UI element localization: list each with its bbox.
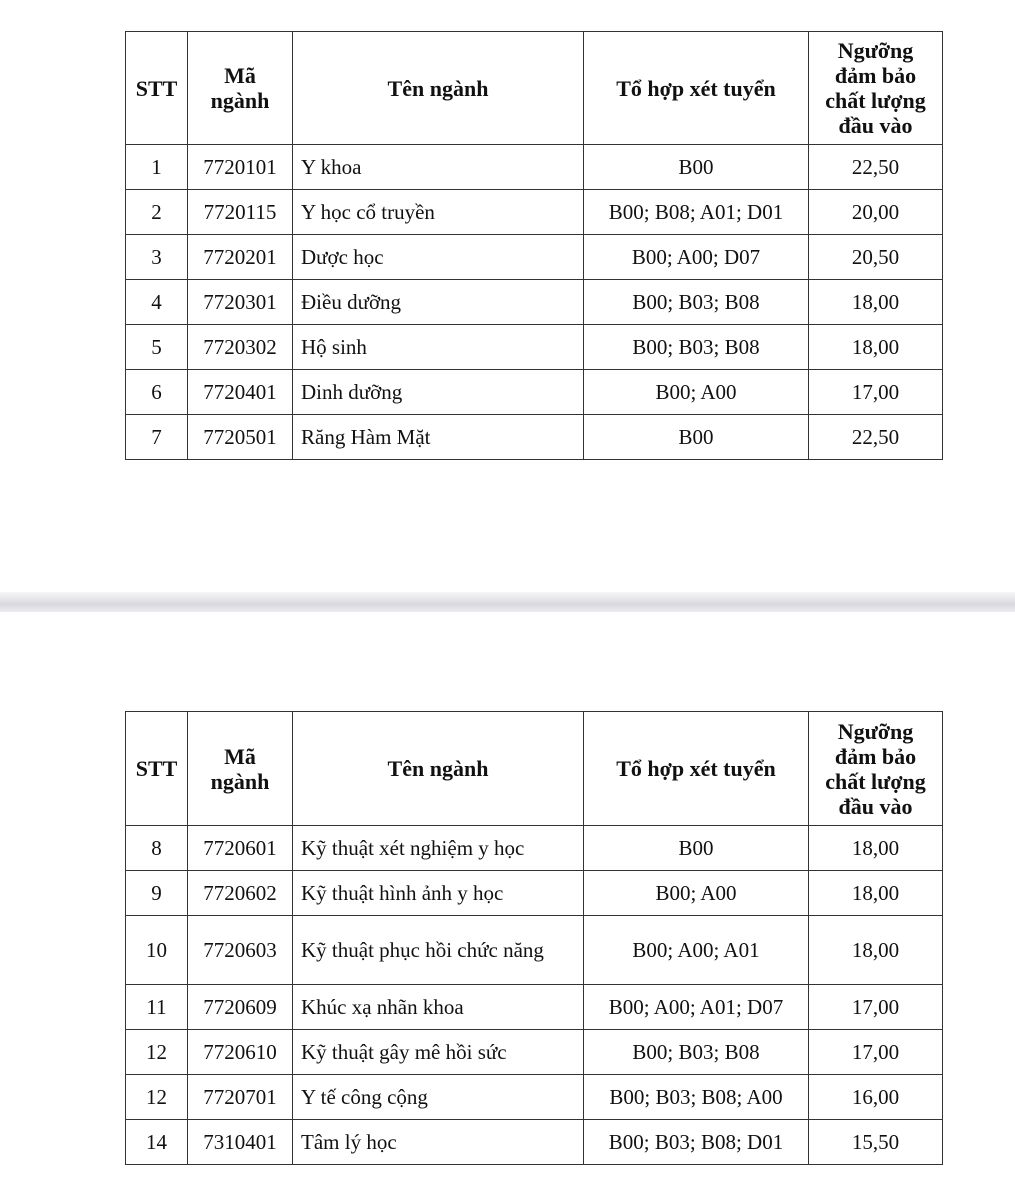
- table-row: [126, 1120, 943, 1165]
- table-row: [126, 325, 943, 370]
- cell-stt: 3: [126, 235, 188, 280]
- header-score-line: Ngưỡng: [837, 38, 914, 63]
- cell-stt: 7: [126, 415, 188, 460]
- cell-stt: 11: [126, 985, 188, 1030]
- cell-score: 22,50: [809, 415, 943, 460]
- header-code: [188, 32, 293, 145]
- header-code-line: Mã: [224, 63, 256, 88]
- cell-code: 7720301: [188, 280, 293, 325]
- cell-code: 7720115: [188, 190, 293, 235]
- cell-combo: B00; B08; A01; D01: [584, 190, 809, 235]
- cell-name: Kỹ thuật gây mê hồi sức: [293, 1030, 584, 1075]
- cell-combo: B00; B03; B08; D01: [584, 1120, 809, 1165]
- header-code-line: ngành: [210, 88, 270, 113]
- header-code-line: Mã: [224, 743, 256, 769]
- header-row: [126, 32, 943, 145]
- cell-combo: B00: [584, 826, 809, 871]
- cell-name: Y khoa: [293, 145, 584, 190]
- cell-score: 17,00: [809, 985, 943, 1030]
- cell-stt: 8: [126, 826, 188, 871]
- cell-score: 17,00: [809, 1030, 943, 1075]
- cell-combo: B00; B03; B08: [584, 325, 809, 370]
- cell-score: 18,00: [809, 826, 943, 871]
- table-row: [126, 190, 943, 235]
- table-row: [126, 916, 943, 985]
- admission-table-1: [125, 31, 943, 460]
- cell-code: 7720601: [188, 826, 293, 871]
- cell-code: 7720302: [188, 325, 293, 370]
- cell-name: Tâm lý học: [293, 1120, 584, 1165]
- header-combo: Tổ hợp xét tuyển: [584, 32, 809, 145]
- header-stt: STT: [126, 32, 188, 145]
- cell-combo: B00; A00; D07: [584, 235, 809, 280]
- table-row: [126, 985, 943, 1030]
- cell-name: Kỹ thuật xét nghiệm y học: [293, 826, 584, 871]
- table-row: [126, 1075, 943, 1120]
- cell-score: 16,00: [809, 1075, 943, 1120]
- header-score-line: đảm bảo: [834, 743, 917, 769]
- cell-score: 15,50: [809, 1120, 943, 1165]
- table-row: [126, 280, 943, 325]
- cell-code: 7720602: [188, 871, 293, 916]
- cell-code: 7720401: [188, 370, 293, 415]
- cell-code: 7720101: [188, 145, 293, 190]
- cell-score: 22,50: [809, 145, 943, 190]
- cell-score: 20,00: [809, 190, 943, 235]
- cell-name: Dinh dưỡng: [293, 370, 584, 415]
- cell-name: Răng Hàm Mặt: [293, 415, 584, 460]
- cell-score: 17,00: [809, 370, 943, 415]
- cell-combo: B00: [584, 145, 809, 190]
- cell-name: Kỹ thuật hình ảnh y học: [293, 871, 584, 916]
- header-stt: STT: [126, 712, 188, 826]
- table-row: [126, 415, 943, 460]
- cell-name: Y tế công cộng: [293, 1075, 584, 1120]
- cell-stt: 14: [126, 1120, 188, 1165]
- header-score-line: Ngưỡng: [837, 718, 914, 744]
- cell-score: 18,00: [809, 325, 943, 370]
- cell-code: 7720201: [188, 235, 293, 280]
- header-combo: Tổ hợp xét tuyển: [584, 712, 809, 826]
- cell-combo: B00; B03; B08: [584, 280, 809, 325]
- header-score-line: đảm bảo: [834, 63, 917, 88]
- cell-score: 18,00: [809, 871, 943, 916]
- table-row: [126, 871, 943, 916]
- cell-stt: 5: [126, 325, 188, 370]
- cell-combo: B00; A00: [584, 370, 809, 415]
- cell-score: 18,00: [809, 916, 943, 985]
- table-row: [126, 235, 943, 280]
- cell-combo: B00; A00; A01; D07: [584, 985, 809, 1030]
- header-name: Tên ngành: [293, 712, 584, 826]
- cell-code: 7720610: [188, 1030, 293, 1075]
- cell-stt: 6: [126, 370, 188, 415]
- header-score: [809, 32, 943, 145]
- cell-name: Hộ sinh: [293, 325, 584, 370]
- header-code: [188, 712, 293, 826]
- cell-stt: 12: [126, 1075, 188, 1120]
- cell-stt: 10: [126, 916, 188, 985]
- cell-code: 7720609: [188, 985, 293, 1030]
- header-score-line: chất lượng: [825, 88, 926, 113]
- cell-name: Dược học: [293, 235, 584, 280]
- cell-combo: B00; B03; B08; A00: [584, 1075, 809, 1120]
- header-score-line: chất lượng: [825, 768, 926, 794]
- cell-name: Điều dưỡng: [293, 280, 584, 325]
- cell-code: 7720501: [188, 415, 293, 460]
- table-row: [126, 826, 943, 871]
- cell-score: 18,00: [809, 280, 943, 325]
- table-row: [126, 145, 943, 190]
- cell-score: 20,50: [809, 235, 943, 280]
- cell-name: Kỹ thuật phục hồi chức năng: [293, 916, 584, 985]
- cell-combo: B00; A00; A01: [584, 916, 809, 985]
- header-score-line: đầu vào: [838, 113, 913, 138]
- cell-code: 7720603: [188, 916, 293, 985]
- cell-stt: 1: [126, 145, 188, 190]
- header-name: Tên ngành: [293, 32, 584, 145]
- cell-code: 7310401: [188, 1120, 293, 1165]
- cell-name: Y học cổ truyền: [293, 190, 584, 235]
- cell-stt: 2: [126, 190, 188, 235]
- cell-code: 7720701: [188, 1075, 293, 1120]
- table-row: [126, 1030, 943, 1075]
- cell-stt: 9: [126, 871, 188, 916]
- cell-stt: 4: [126, 280, 188, 325]
- table-row: [126, 370, 943, 415]
- cell-combo: B00; B03; B08: [584, 1030, 809, 1075]
- cell-name: Khúc xạ nhãn khoa: [293, 985, 584, 1030]
- cell-stt: 12: [126, 1030, 188, 1075]
- header-code-line: ngành: [210, 768, 270, 794]
- header-score: [809, 712, 943, 826]
- cell-combo: B00: [584, 415, 809, 460]
- header-score-line: đầu vào: [838, 793, 913, 819]
- page-divider: [0, 592, 1015, 612]
- cell-combo: B00; A00: [584, 871, 809, 916]
- admission-table-2: [125, 711, 943, 1165]
- header-row: [126, 712, 943, 826]
